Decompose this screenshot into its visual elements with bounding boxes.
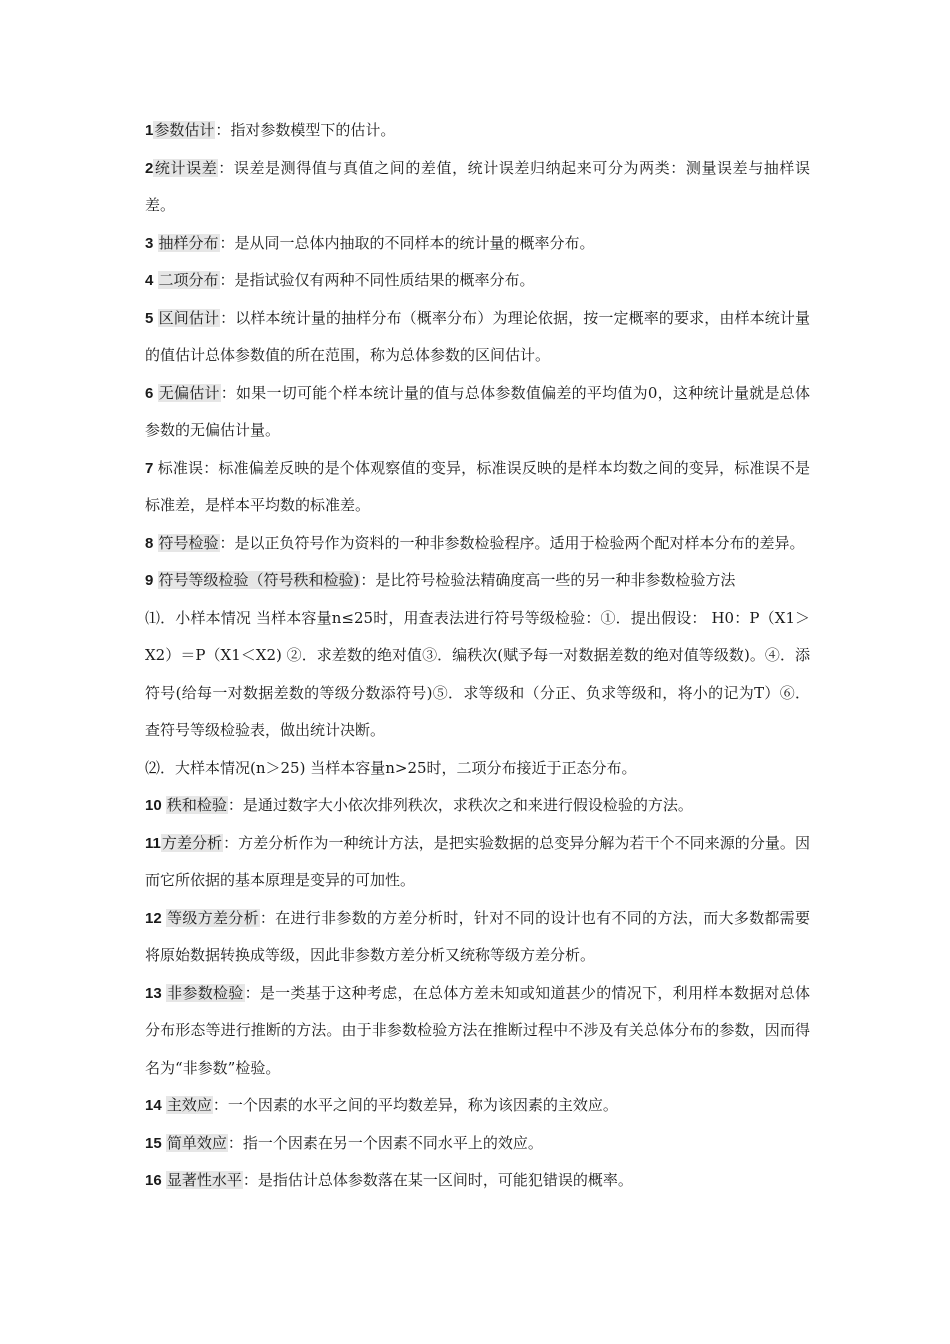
entry-term: 抽样分布 (158, 233, 219, 252)
entry-number: 10 (145, 797, 166, 814)
entry-body: ⑵．大样本情况(n＞25) 当样本容量n>25时，二项分布接近于正态分布。 (145, 758, 637, 777)
entry-body: ：是一类基于这种考虑，在总体方差未知或知道甚少的情况下，利用样本数据对总体分布形态等进行推断的方法。由于非参数检验方法在推断过程中不涉及有关总体分布的参数，因而得名为“非参数”检验。 (145, 983, 810, 1077)
entry-number: 5 (145, 309, 158, 327)
entry-number: 15 (145, 1134, 166, 1152)
document-page (145, 112, 810, 1200)
entry-10 (145, 787, 810, 825)
entry-body: ⑴．小样本情况 当样本容量n≤25时，用查表法进行符号等级检验：①．提出假设： H0：P（X1＞X2）＝P（X1＜X2) ②．求差数的绝对值③．编秩次(赋予每一对数据差数的绝对值等级数)。④．添符号(给每一对数据差数的等级分数添符号)⑤．求等级和（分正、负求等级和，将小的记为T）⑥．查符号等级检验表，做出统计决断。 (145, 608, 810, 739)
entry-body: ：是指估计总体参数落在某一区间时，可能犯错误的概率。 (242, 1171, 633, 1189)
entry-body: ：以样本统计量的抽样分布（概率分布）为理论依据，按一定概率的要求，由样本统计量的值估计总体参数值的所在范围，称为总体参数的区间估计。 (145, 308, 810, 364)
entry-number: 3 (145, 234, 158, 252)
entry-4 (145, 262, 810, 300)
entry-number: 2 (145, 159, 154, 177)
entry-number: 16 (145, 1172, 166, 1189)
entry-body: ：是以正负符号作为资料的一种非参数检验程序。适用于检验两个配对样本分布的差异。 (219, 533, 805, 552)
entry-2 (145, 150, 810, 225)
entry-13 (145, 975, 810, 1088)
entry-body: ：误差是测得值与真值之间的差值，统计误差归纳起来可分为两类：测量误差与抽样误差。 (145, 158, 810, 214)
entry-9-large-sample (145, 750, 810, 788)
entry-term: 符号检验 (158, 533, 219, 552)
entry-11 (145, 825, 810, 900)
entry-term: 非参数检验 (167, 983, 244, 1002)
entry-body: ：一个因素的水平之间的平均数差异，称为该因素的主效应。 (212, 1096, 618, 1114)
entry-15 (145, 1125, 810, 1163)
entry-term: 主效应 (166, 1096, 212, 1114)
entry-term: 秩和检验 (166, 796, 227, 814)
entry-9-small-sample (145, 600, 810, 750)
entry-1 (145, 112, 810, 150)
entry-8 (145, 525, 810, 563)
entry-12 (145, 900, 810, 975)
entry-body: 标准误：标准偏差反映的是个体观察值的变异，标准误反映的是样本均数之间的变异，标准误不是标准差，是样本平均数的标准差。 (145, 458, 810, 514)
entry-number: 13 (145, 984, 167, 1002)
entry-term: 显著性水平 (166, 1171, 242, 1189)
entry-term: 无偏估计 (158, 383, 220, 402)
entry-14 (145, 1087, 810, 1125)
entry-term: 参数估计 (154, 121, 215, 139)
entry-number: 9 (145, 572, 158, 589)
entry-term: 统计误差 (154, 158, 218, 177)
entry-body: ：指对参数模型下的估计。 (215, 121, 396, 139)
entry-number: 1 (145, 122, 154, 139)
entry-body: ：如果一切可能个样本统计量的值与总体参数值偏差的平均值为0，这种统计量就是总体参数的无偏估计量。 (145, 383, 810, 439)
entry-number: 11 (145, 834, 161, 852)
entry-term: 二项分布 (158, 271, 219, 289)
entry-number: 7 (145, 459, 158, 477)
entry-term: 符号等级检验（符号秩和检验) (158, 571, 360, 589)
entry-body: ：方差分析作为一种统计方法，是把实验数据的总变异分解为若干个不同来源的分量。因而它所依据的基本原理是变异的可加性。 (145, 833, 810, 889)
entry-number: 12 (145, 909, 167, 927)
entry-5 (145, 300, 810, 375)
entry-term: 区间估计 (158, 308, 220, 327)
entry-3 (145, 225, 810, 263)
entry-term: 简单效应 (166, 1133, 227, 1152)
entry-body: ：是指试验仅有两种不同性质结果的概率分布。 (219, 271, 535, 289)
entry-body: ：指一个因素在另一个因素不同水平上的效应。 (227, 1133, 543, 1152)
entry-16 (145, 1162, 810, 1200)
entry-term: 等级方差分析 (167, 908, 259, 927)
entry-number: 14 (145, 1097, 166, 1114)
entry-number: 8 (145, 534, 158, 552)
entry-body: ：是通过数字大小依次排列秩次，求秩次之和来进行假设检验的方法。 (227, 796, 693, 814)
entry-term: 方差分析 (161, 833, 223, 852)
entry-body: ：在进行非参数的方差分析时，针对不同的设计也有不同的方法，而大多数都需要将原始数据转换成等级，因此非参数方差分析又统称等级方差分析。 (145, 908, 810, 964)
entry-9 (145, 562, 810, 600)
entry-number: 4 (145, 272, 158, 289)
entry-body: ：是从同一总体内抽取的不同样本的统计量的概率分布。 (219, 233, 595, 252)
entry-7 (145, 450, 810, 525)
entry-number: 6 (145, 384, 158, 402)
entry-6 (145, 375, 810, 450)
entry-body: ：是比符号检验法精确度高一些的另一种非参数检验方法 (360, 571, 736, 589)
